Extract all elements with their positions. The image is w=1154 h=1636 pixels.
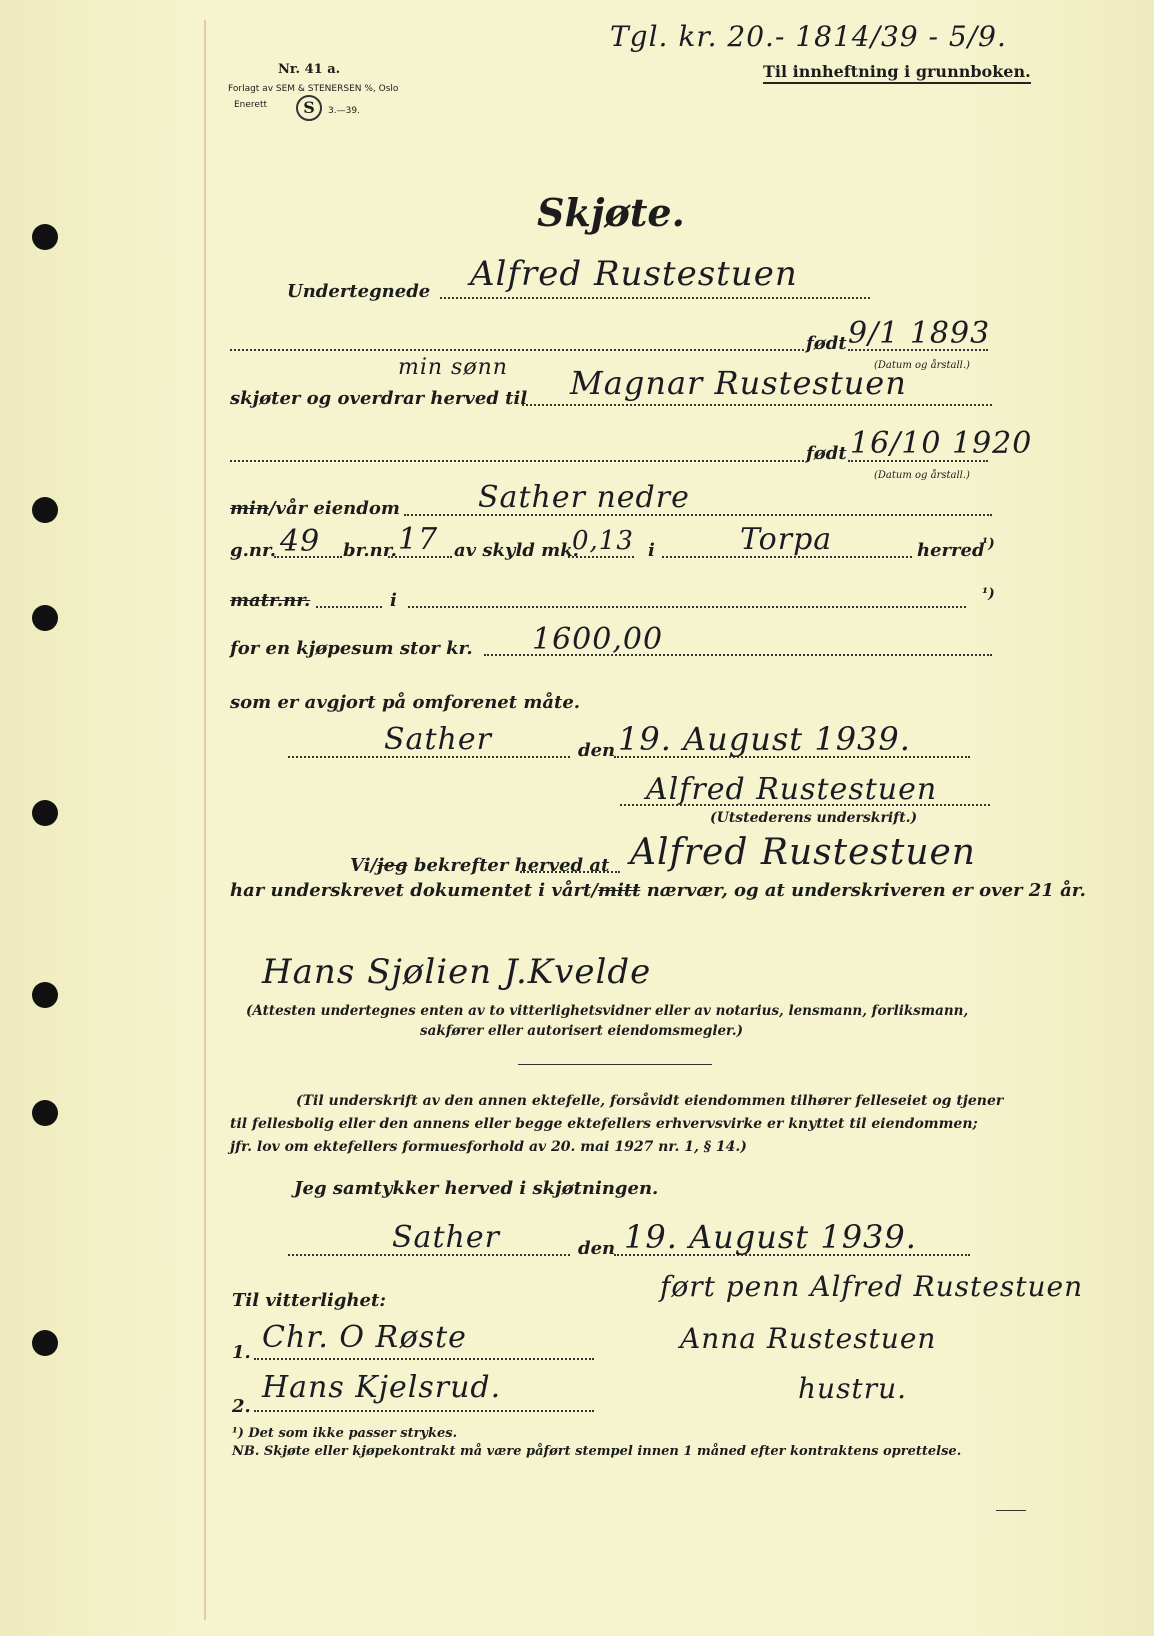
dotted-line <box>230 349 804 351</box>
spouse-signature: Anna Rustestuen <box>680 1322 937 1355</box>
herred-value: Torpa <box>740 522 833 557</box>
attest-note: (Attesten undertegnes enten av to vitterlighetsvidner eller av notarius, lensmann, forliksmann, <box>246 1003 969 1019</box>
punch-hole <box>32 800 58 826</box>
spouse-note: til fellesbolig eller den annens eller begge ektefellers erhvervsvirke er knyttet til eiendommen; <box>230 1116 978 1132</box>
property-name: Sather nedre <box>478 480 690 515</box>
herred-label: herred <box>917 540 985 561</box>
struck-text: jeg <box>377 855 408 876</box>
dotted-line <box>254 1358 594 1360</box>
skyld-label: av skyld mk. <box>454 540 579 561</box>
pencil-mark <box>996 1510 1026 1511</box>
datum-hint: (Datum og årstall.) <box>874 470 970 481</box>
witness-signatures: Hans Sjølien J.Kvelde <box>262 952 652 992</box>
dotted-line <box>316 606 382 608</box>
i-label: i <box>648 540 655 561</box>
registry-note: Til innheftning i grunnboken. <box>763 62 1031 84</box>
den-label: den <box>578 740 616 761</box>
den-label: den <box>578 1238 616 1259</box>
witness-number: 2. <box>232 1396 251 1417</box>
spouse-signature-line: ført penn Alfred Rustestuen <box>660 1270 1084 1303</box>
witness-1-name: Chr. O Røste <box>262 1320 467 1355</box>
buyer-birthdate: 16/10 1920 <box>850 426 1033 461</box>
fodt-label: født <box>806 333 847 354</box>
footnote-2: NB. Skjøte eller kjøpekontrakt må være påført stempel innen 1 måned efter kontraktens oprettelse. <box>232 1444 962 1459</box>
punch-hole <box>32 1330 58 1356</box>
edition-label: 3.—39. <box>328 106 360 116</box>
form-number: Nr. 41 a. <box>278 62 341 77</box>
spouse-note: jfr. lov om ektefellers formuesforhold av 20. mai 1927 nr. 1, § 14.) <box>230 1139 747 1155</box>
publisher-line: Forlagt av SEM & STENERSEN %, Oslo <box>228 84 399 94</box>
footnote-mark: ¹) <box>982 536 995 552</box>
footnote-1: ¹) Det som ikke passer strykes. <box>232 1426 458 1441</box>
footnote-mark: ¹) <box>982 586 995 602</box>
separator-line <box>518 1064 712 1065</box>
struck-text: mitt <box>597 880 641 901</box>
undertegnede-label: Undertegnede <box>287 281 431 302</box>
brnr-value: 17 <box>398 522 439 557</box>
dotted-line <box>522 404 992 406</box>
underskrevet-text: har underskrevet dokumentet i vårt/ <box>230 880 598 901</box>
omforenet-text: som er avgjort på omforenet måte. <box>230 692 581 713</box>
witness-number: 1. <box>232 1342 251 1363</box>
dotted-line <box>440 297 870 299</box>
brnr-label: br.nr. <box>343 540 397 561</box>
buyer-name: Magnar Rustestuen <box>570 364 907 402</box>
kjopesum-label: for en kjøpesum stor kr. <box>230 638 473 659</box>
kjopesum-value: 1600,00 <box>532 622 664 657</box>
seller-signature: Alfred Rustestuen <box>646 772 938 807</box>
eiendom-label: /vår eiendom <box>268 498 400 519</box>
document-title: Skjøte. <box>537 190 685 235</box>
gnr-label: g.nr. <box>230 540 277 561</box>
buyer-relation: min sønn <box>398 355 508 380</box>
place-2: Sather <box>392 1220 500 1255</box>
punch-hole <box>32 497 58 523</box>
dotted-line <box>520 871 620 873</box>
dotted-line <box>848 349 988 351</box>
eiendom-row <box>230 498 400 519</box>
signature-caption: (Utstederens underskrift.) <box>710 810 918 826</box>
date-2: 19. August 1939. <box>624 1218 917 1256</box>
copyright-label: Enerett <box>234 100 268 110</box>
transfer-label: skjøter og overdrar herved til <box>230 388 528 409</box>
dotted-line <box>254 1410 594 1412</box>
dotted-line <box>848 460 988 462</box>
place-1: Sather <box>384 722 492 757</box>
witness-2-name: Hans Kjelsrud. <box>262 1370 502 1405</box>
attest-note: sakfører eller autorisert eiendomsmegler.) <box>420 1023 743 1039</box>
handwritten-top-note: Tgl. kr. 20.- 1814/39 - 5/9. <box>610 20 1007 53</box>
skyld-value: 0,13 <box>572 526 634 556</box>
underskrevet-text: nærvær, og at underskriveren er over 21 år. <box>646 880 1086 901</box>
fodt-label: født <box>806 443 847 464</box>
vitterlighet-label: Til vitterlighet: <box>232 1290 386 1311</box>
punch-hole <box>32 1100 58 1126</box>
gnr-value: 49 <box>280 524 321 559</box>
punch-hole <box>32 605 58 631</box>
punch-hole <box>32 224 58 250</box>
datum-hint: (Datum og årstall.) <box>874 360 970 371</box>
publisher-logo: S <box>296 95 322 121</box>
bekrefter-name: Alfred Rustestuen <box>630 832 976 873</box>
samtykke-text: Jeg samtykker herved i skjøtningen. <box>294 1178 659 1199</box>
matr-label: matr.nr. <box>230 590 311 611</box>
underskrevet-row <box>230 880 1086 901</box>
seller-birthdate: 9/1 1893 <box>848 316 991 351</box>
bekrefter-prefix: Vi/ <box>350 855 378 876</box>
bekrefter-text: bekrefter herved at <box>413 855 610 876</box>
spouse-note: (Til underskrift av den annen ektefelle, forsåvidt eiendommen tilhører felleseiet og tjener <box>296 1093 1004 1109</box>
i-label: i <box>390 590 397 611</box>
spouse-role: hustru. <box>798 1372 908 1405</box>
date-1: 19. August 1939. <box>618 720 911 758</box>
dotted-line <box>568 556 634 558</box>
struck-text: min <box>230 498 269 519</box>
dotted-line <box>230 460 804 462</box>
margin-line <box>204 20 206 1620</box>
punch-hole <box>32 982 58 1008</box>
dotted-line <box>408 606 966 608</box>
seller-name: Alfred Rustestuen <box>470 254 798 294</box>
